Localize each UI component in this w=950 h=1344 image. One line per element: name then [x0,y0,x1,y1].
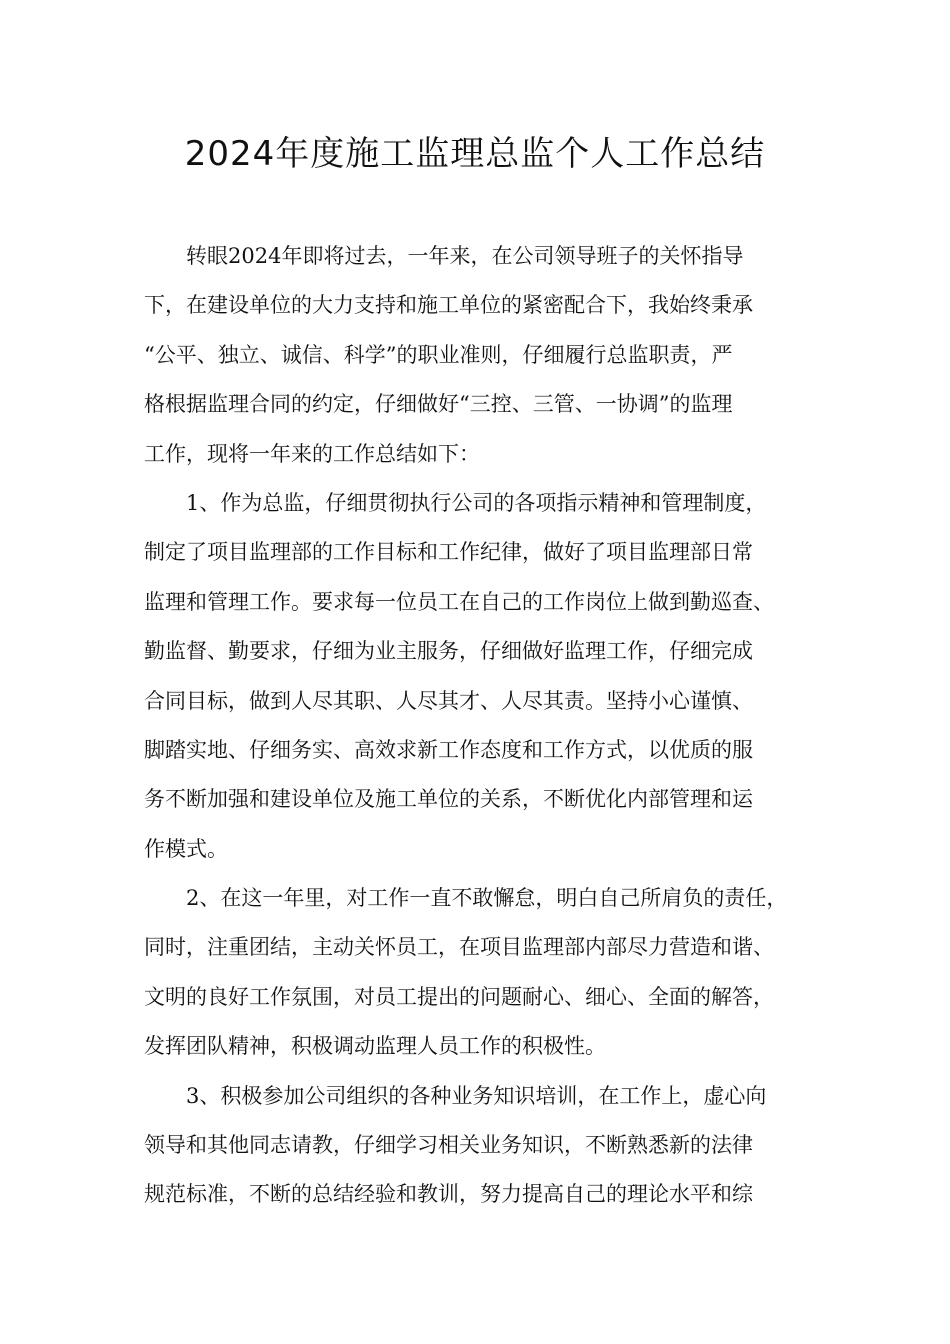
text-line: 领导和其他同志请教，仔细学习相关业务知识，不断熟悉新的法律 [144,1133,753,1158]
text-line: 脚踏实地、仔细务实、高效求新工作态度和工作方式，以优质的服 [144,737,753,762]
text-line: 规范标准，不断的总结经验和教训，努力提高自己的理论水平和综 [144,1182,753,1207]
document-body [144,232,828,1220]
text-line: 务不断加强和建设单位及施工单位的关系，不断优化内部管理和运 [144,787,753,812]
text-line: 发挥团队精神，积极调动监理人员工作的积极性。 [144,1034,606,1059]
text-line: 作模式。 [144,836,228,861]
text-line: 1、作为总监，仔细贯彻执行公司的各项指示精神和管理制度， [186,490,767,515]
text-line: 下，在建设单位的大力支持和施工单位的紧密配合下，我始终秉承 [144,293,753,318]
text-line: 2、在这一年里，对工作一直不敢懈怠，明白自己所肩负的责任， [186,886,788,911]
text-line: 工作，现将一年来的工作总结如下： [144,441,480,466]
text-line: “公平、独立、诚信、科学”的职业准则，仔细履行总监职责，严 [144,342,733,367]
page-title: 2024年度施工监理总监个人工作总结 [184,134,766,174]
text-line: 监理和管理工作。要求每一位员工在自己的工作岗位上做到勤巡查、 [144,589,774,614]
text-line: 合同目标，做到人尽其职、人尽其才、人尽其责。坚持小心谨慎、 [144,688,753,713]
text-line: 文明的良好工作氛围，对员工提出的问题耐心、细心、全面的解答， [144,984,774,1009]
text-line: 勤监督、勤要求，仔细为业主服务，仔细做好监理工作，仔细完成 [144,639,753,664]
text-line: 格根据监理合同的约定，仔细做好“三控、三管、一协调”的监理 [144,392,733,417]
text-line: 同时，注重团结，主动关怀员工，在项目监理部内部尽力营造和谐、 [144,935,774,960]
text-line: 转眼2024年即将过去，一年来，在公司领导班子的关怀指导 [186,244,744,268]
text-line: 制定了项目监理部的工作目标和工作纪律，做好了项目监理部日常 [144,540,753,565]
text-line: 3、积极参加公司组织的各种业务知识培训，在工作上，虚心向 [186,1083,767,1108]
